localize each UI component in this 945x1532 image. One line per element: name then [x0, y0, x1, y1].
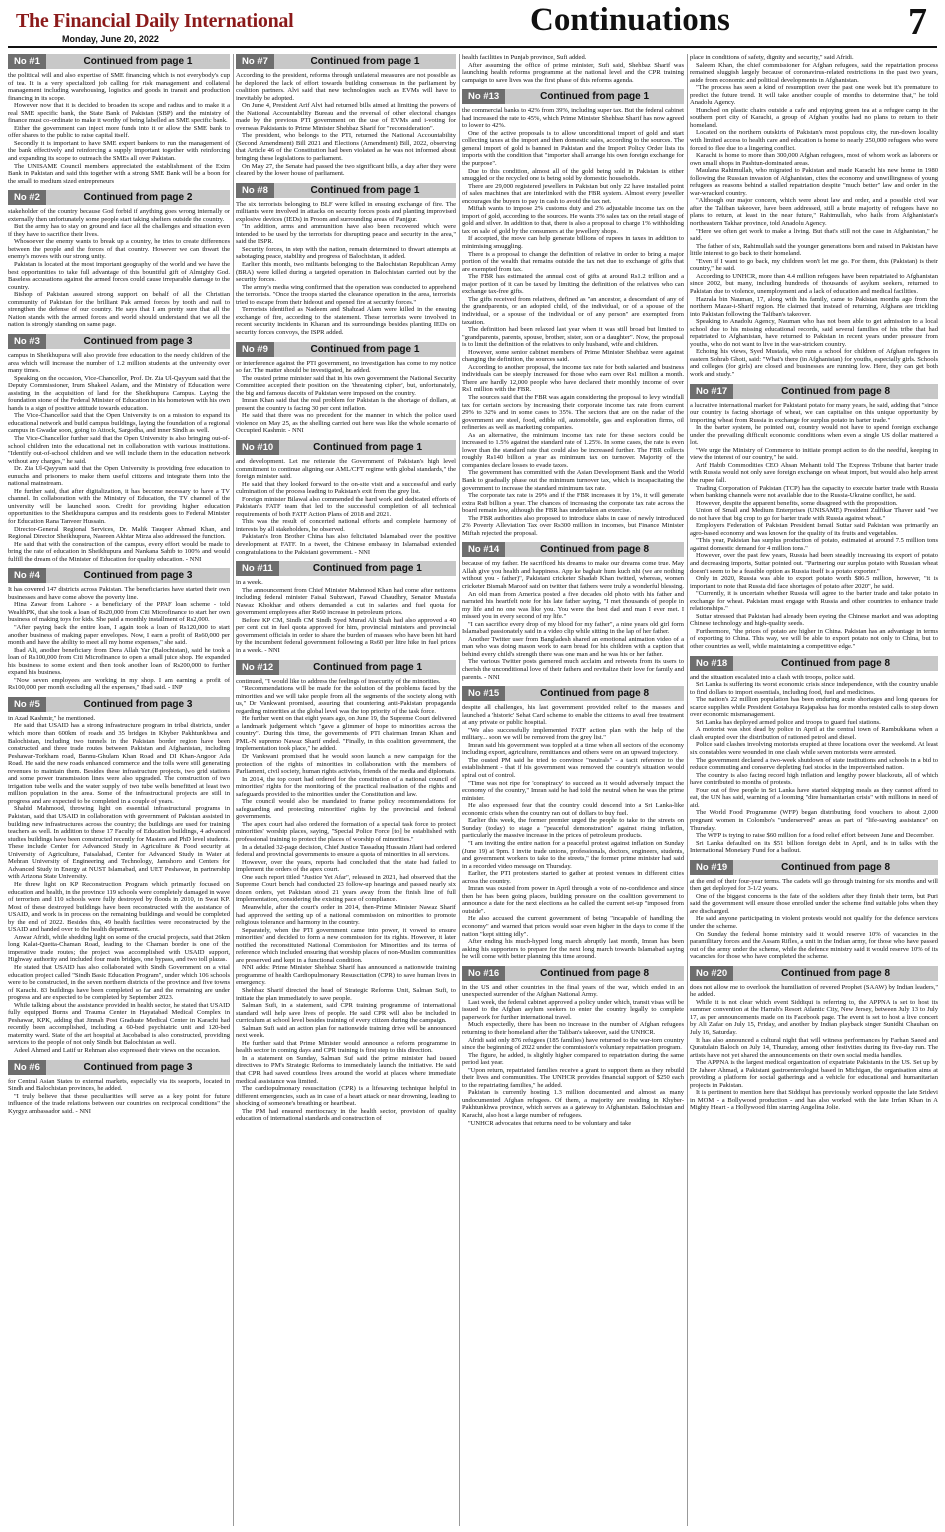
paragraph: The PM had ensured meritocracy in the health sector, provision of quality education of international standards and construction of [236, 1107, 456, 1123]
continued-from-label: Continued from page 1 [312, 563, 422, 575]
continuation-header [8, 190, 230, 205]
continued-from-label: Continued from page 1 [310, 343, 420, 355]
paragraph: Before KP CM, Sindh CM Sindh Syed Murad Ali Shah had also approved a 40 per cent cut in fuel quota approved for him, provincial ministers and provincial government officials in order to share the burden of masses who have been hit hard by the incumbent federal government following a Rs60 per litre hike in fuel prices in a week. - NNI [236, 616, 456, 654]
paragraph: Adeel Ahmed and Latif ur Rehman also expressed their views on the occasion. [14, 1046, 221, 1054]
paragraph: The council would also be mandated to frame policy recommendations for safeguarding and protecting minorities' rights by the provincial and federal governments. [236, 798, 456, 821]
continuation-header [8, 568, 230, 583]
paragraph: "Even if I want to go back, my children won't let me go. For them, this (Pakistan) is their country," he said. [690, 257, 938, 273]
continuation-tag: No #5 [8, 697, 46, 712]
paragraph: He said that they looked forward to the on-site visit and a successful and early culmination of the process leading to Pakistan's exit from the grey list. [236, 480, 456, 496]
continued-from-label: Continued from page 8 [540, 544, 650, 556]
paragraph: Hunched on plastic chairs outside a cafe and enjoying green tea at a refugee camp in the southern port city of Karachi, a group of Afghan youths had no plans to return to their homeland. [690, 106, 938, 129]
paragraph: It has also announced a cultural night that will witness performances by Farhan Saeed and Quratulain Baloch on July 14, Thursday, among other festivities during its five-day run. The artists have not yet shared the announcements on their own social media handles. [690, 1036, 938, 1059]
continuation-tag: No #3 [8, 334, 46, 349]
paragraph: Salman Sufi said an action plan for nationwide training drive will be announced next week. [236, 1024, 456, 1040]
article-body [236, 360, 456, 435]
paragraph: The announcement from Chief Minister Mahmood Khan had come after netizens including federal minister Faisal Subzwari, Fawad Chaudhry, Senator Mustafa Nawaz Khokhar and others demanded a cut in salaries and fuel quota for government employees after Rs60 increase in petroleum prices. [236, 586, 456, 617]
paragraph: "After paying back the entire loan, I again took a loan of Rs120,000 to start another business of making paper envelopes. Now, I earn a profit of Rs60,000 per month and have the ability to meet all my home expenses," she said. [8, 624, 230, 647]
paragraph: Earlier this month, two militants belonging to the Balochistan Republican Army (BRA) were killed during a targeted operation in Balochistan carried out by the security forces. [236, 261, 456, 284]
continuation-header [690, 860, 938, 875]
paragraph: campus in Sheikhupura will also provide free education to the needy children of the area which will increase the number of 1.2 million students at the university over many times. [8, 351, 230, 375]
paragraph: "This year, Pakistan has surplus production of potato, estimated at around 7.5 million tons against domestic demand for 4 million tons." [690, 537, 938, 552]
paragraph: Echoing his views, Syed Mustafa, who runs a school for children of Afghan refugees in eastern Sohrab Ghoti, said: "What's there (in Afghanistan) for youths, especially girls. Schools and colleges (for girls) are closed and businesses are running low. Here, they can get both work and study." [690, 348, 938, 378]
continuation-header [462, 89, 684, 104]
paragraph: because of my father. He sacrificed his dreams to make our dreams come true. May Allah give you health and happiness. App ke baghair hum kuch nhi (we are nothing without you - father)", Pakistani cricketer Shadab Khan twitted, whereas, women cricketer Bismah Maroof said on twitter that fathers were truly a wonderful blessing. [462, 560, 684, 590]
paragraph: Pakistan is located at the most important geography of the world and we have the best opportunities to take full advantage of this bountiful gift of Almighty God. Baseless accusations against the armed forces could cause irreparable damage to the country. [8, 261, 230, 291]
paragraph: The father of six, Rahimullah said the younger generations born and raised in Pakistan have little interest to go back to their homeland. [690, 242, 938, 258]
continuation-tag: No #8 [236, 183, 274, 198]
paragraph: The six terrorists belonging to BLF were killed in ensuing exchange of fire. The militants were involved in attacks on security forces posts and planting improvised explosive devices (IEDs) in Proom and surrounding areas of Panjgur. [236, 200, 456, 223]
paragraph: Due to this condition, almost all of the gold being sold in Pakistan is either smuggled or the recycled one is being sold by domestic households. [462, 167, 684, 183]
article-continuation [690, 966, 938, 1112]
paragraph: Ibad Ali, another beneficiary from Dera Allah Yar (Balochistan), said he took a loan of Rs100,000 from Citi Microfinance to open a small juice shop. He expanded his business to some extent and then took another loan of Rs200,000 to further expand his business. [8, 646, 230, 677]
article-continuation [236, 561, 456, 654]
paragraph: the commercial banks to 42% from 39%, including super tax. But the federal cabinet had increased the rate to 45%, which Prime Minister Shehbaz Sharif has now agreed to lower to 42%. [462, 107, 684, 130]
continued-from-label: Continued from page 1 [540, 91, 650, 103]
continuation-tag: No #4 [8, 568, 46, 583]
paragraph: While it is not clear which event Siddiqui is referring to, the APPNA is set to host its summer convention at the Harrah's Resort Atlantic City, New Jersey, between July 13 to July 17, as per announcements made on its Facebook page. The event is set to host a live concert by Ali Zafar on July 15, Friday, and another by Indian playback singer Sunidhi Chauhan on July 16, Saturday. [690, 998, 938, 1036]
paragraph: or interference against the PTI government, no investigation has come to my notice so far. The matter should be investigated, he added. [236, 359, 456, 375]
paragraph: Separately, when the PTI government came into power, it vowed to ensure minorities' and decided to form a new commission for its rights. However, it later notified the reconstituted National Commission for Minorities and its terms of reference which included ensuring that worship places of non-Muslim communities are preserved and kept in a functional condition. [236, 926, 456, 964]
paragraph: "Although our major concern, which were about law and order, and a possible civil war after the Taliban takeover, have been addressed, still a brute majority of refugees have no plans to return, at least in the near future," Rahimullah, who hails from Afghanistan's northeastern Takhar province, told Anadolu Agency. [690, 197, 938, 228]
paragraph: Located on the northern outskirts of Pakistan's most populous city, the run-down locality with limited access to health care and education is home to nearly 250,000 refugees who were forced to flee due to a lingering conflict. [690, 129, 938, 152]
paragraph: In 2014, the top court had ordered for the constitution of a national council of minorities' rights for the monitoring of the practical realisation of the rights and safeguards provided to the minorities under the Constitution and law. [236, 775, 456, 798]
paragraph: Anwar Afridi, while shedding light on some of the crucial projects, said that 26km long Kalat-Quetta-Chaman Road, leading to the Chaman border is one of the imperative trade routes; the project was accomplished with USAID support, Highway authority and included four main bridges, one bypass, and two toll plazas. [8, 933, 230, 964]
paragraph: Terrorists identified as Nadeem and Shahzad Alam were killed in the ensuing exchange of fire, according to the statement. These terrorists were involved in recent security incidents in Kharan and its surroundings besides planting IEDs on security forces convoys, the ISPR added. [236, 306, 456, 336]
paragraph: Hina Zawar from Lahore - a beneficiary of the PPAF loan scheme - told WealthPK, that she took a loan of Rs20,000 from Citi Microfinance to start her own business of making toys for kids. She paid a monthly installment of Rs2,000. [8, 601, 230, 624]
paragraph: place in conditions of safety, dignity and security," said Afridi. [690, 54, 854, 61]
paragraph: Suttar stressed that Pakistan had already been eyeing the Chinese market and was adopting Chinese technology and high-quality seeds. [690, 612, 938, 628]
paragraph: On June 4, President Arif Alvi had returned bills aimed at limiting the powers of the National Accountability Bureau and the reversal of other electoral changes made by the previous PTI government on the use of EVMs and i-voting for overseas Pakistanis to Prime Minister Shehbaz Sharif for "reconsideration". [236, 102, 456, 132]
continuation-header [462, 542, 684, 557]
continuation-tag: No #16 [462, 966, 505, 981]
article-continuation [8, 54, 230, 185]
paragraph: The cardiopulmonary resuscitation (CPR) is a lifesaving technique helpful in different emergencies, such as in case of a heart attack or near drowning, leading to shocking of someone's breathing or heartbeat. [236, 1085, 456, 1108]
paragraph: Sri Lanka defaulted on its $51 billion foreign debt in April, and is in talks with the International Monetary Fund for a bailout. [690, 839, 938, 855]
article-body [690, 878, 938, 961]
continuation-header [8, 1060, 230, 1075]
continuation-header [236, 183, 456, 198]
article-body [236, 579, 456, 654]
paragraph: "We also successfully implemented FATF action plan with the help of the military... soon we will be removed from the grey list." [462, 726, 684, 742]
paragraph: "Now seven employees are working in my shop. I am earning a profit of Rs100,000 per month excluding all the expenses," Ibad said. - INP [8, 676, 230, 692]
continuation-tag: No #1 [8, 54, 46, 69]
paragraph: There is a proposal to change the definition of relative in order to bring a major portion of the wealth that remains outside the tax net due to exchange of gifts that are exempted from tax. [462, 250, 684, 273]
paragraph: "Time was not ripe for 'conspiracy' to succeed as it would adversely impact the economy of the country," Imran said he had told the neutral when he was the prime minister. [462, 779, 684, 802]
continuation-tag: No #13 [462, 89, 505, 104]
continuation-header [8, 54, 230, 69]
continued-from-label: Continued from page 1 [310, 56, 420, 67]
continuation-tag: No #14 [462, 542, 505, 557]
paragraph: a lucrative international market for Pakistani potato for many years, he said, adding that "since our country is facing shortage of wheat, we can capitalise on this unique opportunity by importing wheat from Russia in exchange for surplus potato in barter trade." [690, 401, 938, 424]
paragraph: Four out of five people in Sri Lanka have started skipping meals as they cannot afford to eat, the UN has said, warning of a looming "dire humanitarian crisis" with millions in need of aid. [690, 786, 938, 809]
paragraph: Speaking to Anadolu Agency, Nauman who has not been able to get admission to a local school due to his missing educational records, said several families of his tribe that had repatriated to Afghanistan, have returned to Pakistan in recent years under pressure from youths, who do not want to live in the war-stricken country. [690, 318, 938, 348]
article-continuation [236, 342, 456, 435]
continuation-tag: No #17 [690, 384, 733, 399]
article-body [8, 72, 230, 185]
paragraph: According to the president, reforms through unilateral measures are not possible as he deplored the lack of effort towards building consensus in the parliament by coalition partners. Alvi said that new technologies such as EVMs will have to inevitably be adopted. [236, 72, 456, 102]
paragraph: Pakistan is currently hosting 1.3 million documented and almost as many undocumented Afghan refugees. Of them, a majority are residing in Khyber-Pakhtunkhwa province, which serves as a gateway to Afghanistan. Balochistan and Karachi, also host a large number of refugees. [462, 1089, 684, 1119]
paragraph: Only in 2020, Russia was able to export potato worth $86.5 million, however, "it is important to note that Russia did face shortages of potato after 2020", he said. [690, 575, 938, 590]
paragraph: Karachi is home to more than 300,000 Afghan refugees, most of whom work as laborers or own small shops in Pashtun-dominated areas. [690, 152, 938, 167]
continued-from-label: Continued from page 8 [540, 967, 650, 979]
continued-from-label: Continued from page 3 [83, 698, 193, 710]
paragraph: the political will and also expertise of SME financing which is not everybody's cup of tea. It is a very specialized job calling for risk management and collateral management including warehousing, logistics and goods in transit and production financing in its scope. [8, 72, 230, 102]
paragraph: Maulana Rahimullah, who migrated to Pakistan and made Karachi his new home in 1980 following the Russian invasion of Afghanistan, cites the economy and unwillingness of young refugees as reasons behind a stalled repatriation despite "much better" law and order in the war-wracked country. [690, 167, 938, 197]
continuation-tag: No #18 [690, 656, 733, 671]
continuation-header [690, 384, 938, 399]
paragraph: in Azad Kashmir," he mentioned. [8, 714, 96, 722]
paper-name: The Financial Daily International [16, 10, 294, 32]
paragraph: On Sunday the federal home ministry said it would reserve 10% of vacancies in the paramilitary forces and the Assam Rifles, a unit in the Indian army, for those who have passed out of the army under the scheme, while the defence ministry said it would reserve 10% of its vacancies for those who have completed the scheme. [690, 930, 938, 961]
paragraph: He said that USAID has a strong infrastructure program in tribal districts, under which more than 600km of roads and 35 bridges in Khyber Pakhtunkhwa and Balochistan, including two tunnels in the Pakistan border region have been constructed and three trade routes between Pakistan and Afghanistan, including Peshawar-Torkham road, Bannu-Ghulam Khan Road and DI Khan-Angoor Ada Road. He said the new roads enhanced commerce and the tolls were still generating revenues to maintain them. Besides these infrastructure projects, two grid stations and some power transmission lines were also upgraded. The construction of two irrigation tube wells and the water supply of two tube wells benefitted at least two million population in the area. Some of the infrastructural projects are still in progress and are expected to be completed in a couple of years. [8, 722, 230, 805]
continued-from-label: Continued from page 3 [83, 1061, 193, 1073]
paragraph: The figure, he added, is slightly higher compared to repatriation during the same period last year. [462, 1051, 684, 1067]
article-body [690, 984, 938, 1112]
paragraph: After ending his much-hyped long march abruptly last month, Imran has been asking his supporters to prepare for the next long march towards Islamabad saying he will come with better planning this time around. [462, 938, 684, 961]
article-continuation [690, 54, 938, 379]
paragraph: The sources said that the FBR was again considering the proposal to levy windfall tax for certain sectors by increasing their corporate income tax rate from current 29% to 32% and in some cases to 35%. The sectors that are on the radar of the government are steel, food, edible oil, automobile, gas and exploration firms, oil refineries as well as marketing companies. [462, 393, 684, 432]
article-body [8, 352, 230, 563]
paragraph: The government has committed with the Asian Development Bank and the World Bank to gradually phase out the minimum turnover tax, which is incapacitating the government to increase the standard minimum tax rate. [462, 469, 684, 492]
paragraph: for Central Asian States to external markets, especially via its seaports, located in Sindh and Balochistan provinces, he added. [8, 1077, 230, 1093]
paragraph: A motorist was shot dead by police in April at the central town of Rambukkana when a clash erupted over the distribution of rationed petrol and diesel. [690, 726, 938, 741]
paragraph: "We urge the Ministry of Commerce to initiate prompt action to do the needful, keeping in view the interest of our country," he said. [690, 446, 938, 462]
paragraph: The definition had been relaxed last year when it was still broad but limited to "grandparents, parents, spouse, brother, sister, son or a daughter". Now, the proposal is to limit the definition of the relatives to only husband, wife and children. [462, 326, 684, 349]
paragraph: However, over the past few years, Russia had been steadily increasing its export of potato and decreasing imports, Suttar pointed out. "Partnering our surplus potato with Russian wheat doesn't seem to be a feasible option as Russia itself is a potato exporter." [690, 552, 938, 575]
paragraph: He also expressed fear that the country could descend into a Sri Lanka-like economic crisis when the country ran out of dollars to buy fuel. [462, 802, 684, 817]
continuation-header [690, 656, 938, 671]
paragraph: According to UNHCR, more than 4.4 million refugees have been repatriated to Afghanistan since 2002, but many, including hundreds of thousands of asylum seekers, returned to Pakistan due to violence, unemployment and a lack of education and medical facilities. [690, 272, 938, 295]
continued-from-label: Continued from page 1 [83, 56, 193, 67]
continuation-header [462, 966, 684, 981]
continuation-tag: No #19 [690, 860, 733, 875]
article-continuation [8, 190, 230, 329]
paragraph: If accepted, the move can help generate billions of rupees in taxes in addition to minimising smuggling. [462, 235, 684, 251]
masthead [8, 1, 937, 46]
article-body [8, 586, 230, 692]
continuation-tag: No #15 [462, 686, 505, 701]
paragraph: The government declared a two-week shutdown of state institutions and schools in a bid to reduce commuting and conserve depleting fuel stocks in the impoverished nation. [690, 756, 938, 772]
paragraph: In a detailed 32-page decision, Chief Justice Tassaduq Hussain Jilani had ordered federal and provincial governments to ensure a quota of minorities in all services. [236, 843, 456, 859]
continuation-tag: No #2 [8, 190, 46, 205]
paragraph: at the end of their four-year terms. The cadets will go through training for six months and will then get deployed for 3-1/2 years. [690, 877, 938, 893]
paragraph: The FBR has estimated the annual cost of gifts at around Rs1.2 trillion and a major portion of it can be taxed by limiting the definition of the relatives who can exchange tax-free gifts. [462, 273, 684, 296]
article-body [690, 54, 938, 379]
continuation-header [236, 342, 456, 357]
paragraph: Salman Sufi, in a statement, said CPR training programme of international standard will help save lives of people. He said CPR will also be included in curriculum at school level besides training of every citizen during the campaign. [236, 1002, 456, 1025]
paragraph: "Recommendations will be made for the solution of the problems faced by the minorities and we will take people from all the segments of the society along with us," Dr Vankwani promised, assuring that countering anti-Pakistan propaganda regarding minorities at the global level was the top priority of the task force. [236, 685, 456, 715]
paragraph: He stated that USAID has also collaborated with Sindh Government on a vital education project called "Sindh Basic Education Program", under which 106 schools were to be constructed, in the seven northern districts of the province and five towns of Karachi. 83 buildings have been completed so far and the remaining are under progress and are expected to be completed by September 2023. [8, 963, 230, 1002]
paragraph: Dr. Zia Ul-Qayyum said that the Open University is providing free education to eunuchs and prisoners to make them useful citizens and integrate them into the national mainstream. [8, 465, 230, 488]
continued-from-label: Continued from page 2 [83, 192, 193, 204]
paragraph: The FBR authorities also proposed to introduce slabs in case of newly introduced 2% Poverty Alleviation Tax over Rs300 million in incomes, but Finance Minister Miftah rejected the proposal. [462, 514, 684, 537]
paragraph: He also accused the current government of being "incapable of handling the economy" and warned that prices would soar even higher in the days to come if the nation "kept sitting idly". [462, 915, 684, 938]
article-continuation [8, 1060, 230, 1116]
continued-from-label: Continued from page 8 [781, 967, 891, 979]
paragraph: However, some senior cabinet members of Prime Minister Shehbaz were against changing the definition, the sources said. [462, 348, 684, 364]
paragraph: in a week. [236, 579, 263, 587]
column-2 [236, 54, 456, 1526]
paragraph: Afridi said only 876 refugees (185 families) have returned to the war-torn country since the beginning of 2022 under the commission's voluntary repatriation program. [462, 1036, 684, 1052]
article-body [236, 678, 456, 1123]
paragraph: On May 27, the Senate had passed the two significant bills, a day after they were cleared by the lower house of parliament. [236, 162, 456, 178]
continued-from-label: Continued from page 8 [781, 861, 891, 873]
paragraph: and the situation escalated into a clash with troops, police said. [690, 673, 855, 681]
paragraph: However, despite the apparent benefits, some disagreed with the proposition. [696, 499, 898, 507]
paragraph: stakeholder of the country because God forbid if anything goes wrong internally or externally then unfortunately some people start taking shelters outside the country. [8, 208, 230, 223]
article-continuation [462, 966, 684, 1127]
paragraph: Imran Khan said that the real problem for Pakistan is the shortage of dollars, at present the country is facing 30 per cent inflation. [236, 397, 456, 412]
paragraph: While talking about the assistance provided in health sector, he stated that USAID fully equipped Burns and Trauma Center in Hayatabad Medical Complex in Peshawar, KPK, adding that Jinnah Post Graduate Medical Center in Karachi had recently been accomplished, including a 60-bed psychiatric unit and 120-bed maternity ward. State of the art hospital at Jacobabad is also constructed, providing services to the people of not only Sindh but Balochistan as well. [8, 1001, 230, 1047]
paragraph: However now that it is decided to broaden its scope and radius and to make it a real SME specific bank, the State Bank of Pakistan (SBP) and the ministry of finance must co-ordinate to make it worthy of being labelled an SME specific bank. [8, 102, 230, 125]
paragraph: He said that there was no precedent for the manner in which the police used violence on May 25, as the shelling carried out here was like the whole scenario of Occupied Kashmir. - NNI [236, 412, 456, 435]
continuation-header [690, 966, 938, 981]
continued-from-label: Continued from page 3 [83, 570, 193, 582]
paragraph: It is pertinent to mention here that Siddiqui has previously worked opposite the late Sridevi in MOM - a Bollywood production - and has also worked with the late Irrfan Khan in A Mighty Heart - a Hollywood film starring Angelina Jolie. [690, 1089, 938, 1112]
paragraph: "I can sacrifice every drop of my blood for my father", a nine years old girl form Islamabad passionately said in a video clip while sitting in the lap of her father. [462, 620, 684, 636]
continuation-tag: No #20 [690, 966, 733, 981]
paragraph: "I am inviting the entire nation for a peaceful protest against inflation on Sunday (June 19) at 9pm. I invite trade unions, professionals, doctors, engineers, students, and government workers to take to the streets," the former prime minister had said in a recorded video message on Thursday. [462, 839, 684, 870]
article-continuation [690, 384, 938, 651]
continued-from-label: Continued from page 1 [310, 184, 420, 196]
continuation-tag: No #12 [236, 660, 279, 675]
page-number: 7 [908, 1, 927, 43]
article-body [690, 402, 938, 651]
paragraph: After assuming the office of prime minister, Sufi said, Shehbaz Sharif was launching health reforms programme at the national level and the CPR training campaign to save lives was the first phase of this reforms agenda. [462, 61, 684, 84]
paragraph: The ousted prime minister said that in his own government the National Security Committee accepted their position on the 'threatening cipher', but, unfortunately, the big and famous dacoits of Pakistan were imposed on the country. [236, 374, 456, 397]
continuation-header [236, 561, 456, 576]
continuation-tag: No #6 [8, 1060, 46, 1075]
article-body [236, 458, 456, 556]
paragraph: Earlier this week, the former premier urged the people to take to the streets on Sunday (today) to stage a "peaceful demonstration" against rising inflation, particularly the massive increase in the prices of petroleum products. [462, 817, 684, 840]
article-body [8, 1078, 230, 1116]
column-divider [233, 54, 234, 1526]
paragraph: The army's media wing confirmed that the operation was conducted to apprehend the terrorists. "Once the troops started the clearance operation in the area, terrorists tried to escape from their hideout and opened fire at security forces." [236, 283, 456, 306]
paragraph: The president, who belongs to the PTI, returned the National Accountability (Second Amendment) Bill 2021 and Elections (Amendment) Bill, 2022, observing that Article 46 of the Constitution had been violated as he was not informed about bringing these legislations to parliament. [236, 132, 456, 163]
paragraph: He said anyone participating in violent protests would not qualify for the defence services under the scheme. [690, 915, 938, 930]
column-3 [462, 54, 684, 1526]
paragraph: In a statement on Sunday, Salman Suf said the prime minister had issued directives to PM's Strategic Reforms to immediately launch the initiative. He said that CPR had saved countless lives around the world at places where immediate medical assistance was limited. [236, 1054, 456, 1085]
article-body [8, 208, 230, 329]
paragraph: One of the biggest concerns is the fate of the soldiers after they finish their term, but Puri said the government will ensure those enrolled under the scheme find suitable jobs when they are discharged. [690, 892, 938, 915]
article-continuation [690, 656, 938, 855]
continuation-header [8, 697, 230, 712]
paragraph: Trading Corporation of Pakistan (TCP) has the capacity to execute barter trade with Russia when banking channels were not available due to the Russia-Ukraine conflict, he said. [690, 484, 938, 500]
article-continuation [236, 54, 456, 178]
paragraph: Police said clashes involving motorists erupted at three locations over the weekend. At least six constables were wounded in one clash while seven motorists were arrested. [690, 741, 938, 757]
continuation-tag: No #10 [236, 440, 279, 455]
continuation-header [236, 440, 456, 455]
article-continuation [236, 660, 456, 1123]
paragraph: Another Twitter user from Bangladesh shared an emotional animation video of a man who was doing mason work to earn bread for his children with a caption that behind every child's strength there was one man and he was his or her father. [462, 635, 684, 658]
paragraph: "Currently, it is uncertain whether Russia will agree to the barter trade and take potato in exchange for wheat. Pakistan must engage with Russia and other countries to enhance trade relationships." [690, 590, 938, 613]
paragraph: Furthermore, "the prices of potato are higher in China. Pakistan has an advantage in terms of exporting to China. This way, we will be able to export potato not only to China, but to other countries as well, while maintaining a competitive edge." [690, 627, 938, 651]
paragraph: Miftah wants to impose 2% customs duty and 2% adjustable income tax on the import of gold, according to the sources. He wants 3% sales tax on the retail stage of gold and silver. In addition to that, there is also a proposal to charge 1% withholding tax on sale of gold by the consumers at the jewellery shops. [462, 205, 684, 235]
paragraph: Security forces, in step with the nation, remain determined to thwart attempts at sabotaging peace, stability and progress of Balochistan, it added. [236, 245, 456, 261]
paragraph: Speaking on the occasion, Vice-Chancellor, Prof. Dr. Zia Ul-Qayyum said that the Deputy Commissioner, Irum Shakeel Aslam, and the Ministry of Education were assisting in the acquisition of land for the Sheikhupura Campus. Laying the foundation stone of the Federal Minister of Education in his hometown with his own hands is a sign of positive attitude towards education. [8, 374, 230, 412]
paragraph: He further went on that eight years ago, on June 19, the Supreme Court delivered a landmark judgement which "gave a glimmer of hope to minorities across the country". During this time, the governments of PTI chairman Imran Khan and PML-N supremo Nawaz Sharif ended. "Finally, in this coalition government, the implementation took place," he added. [236, 715, 456, 753]
article-body [690, 674, 938, 855]
paragraph: "UNHCR advocates that returns need to be voluntary and take [468, 1119, 632, 1127]
paragraph: The APPNA is the largest medical organization of expatriate Pakistanis in the US. Set up by Dr Jaheer Ahmad, a Pakistani gastroenterologist based in Michigan, the organisation aims at providing a platform for social gatherings and a vehicle for educational and humanitarian projects in Pakistan. [690, 1059, 938, 1089]
paragraph: One such report titled "Justice Yet Afar", released in 2021, had observed that the Supreme Court bench had conducted 23 follow-up hearings and passed nearly six dozen orders, yet Pakistan stood 21 years away from the finish line of full implementation, considering the existing pace of compliance. [236, 873, 456, 904]
continued-from-label: Continued from page 8 [540, 688, 650, 700]
paragraph: Saleem Khan, the chief commissioner for Afghan refugees, said the repatriation process remained sluggish largely because of coronavirus-related restrictions in the past two years, aside from economic and political developments in Afghanistan. [690, 61, 938, 84]
column-4 [690, 54, 938, 1526]
paragraph: The Vice-Chancellor further said that the Open University is also bringing out-of-school children into the educational net in collaboration with various institutions. "Identify out-of-school children and we will include them in the education network without any charges," he said. [8, 434, 230, 465]
continued-from-label: Continued from page 1 [313, 661, 423, 673]
paragraph: This was the result of concerted national efforts and complete harmony of interests by all stakeholders, he observed. [236, 518, 456, 533]
article-body [462, 54, 684, 84]
article-body [236, 201, 456, 337]
paragraph: The gifts received from relatives, defined as "an ancestor, a descendant of any of the grandparents, or an adopted child, of the individual, or of a spouse of the individual, or a spouse of the individual or of any person" are exempted from taxation. [462, 295, 684, 326]
article-body [8, 715, 230, 1055]
continuation-header [236, 54, 456, 69]
paragraph: Foreign minister Bilawal also commended the hard work and dedicated efforts of Pakistan's FATF team that led to the successful completion of all technical requirements of both FATF Action Plans of 2018 and 2021. [236, 495, 456, 518]
paragraph: does not allow me to overlook the humiliation of revered Prophet (SAAW) by Indian leaders," he added. [690, 983, 938, 999]
paragraph: in the US and other countries in the final years of the war, which ended in an unexpected surrender of the Afghan National Army. [462, 983, 684, 999]
paper-branding [16, 10, 293, 44]
paragraph: Secondly it is important to have SME expert bankers to run the management of the bank effectively and reinforcing a supply important together with reinforcing and expanding its scope to outreach the SMEs all over Pakistan. [8, 139, 230, 163]
article-body [462, 107, 684, 537]
paragraph: Earlier, the PTI protesters started to gather at protest venues in different cities across the country. [462, 870, 684, 885]
paragraph: Sri Lanka is suffering its worst economic crisis since independence, with the country unable to find dollars to import essentials, including food, fuel and medicines. [690, 681, 938, 696]
continued-from-label: Continued from page 8 [781, 385, 891, 397]
paragraph: and development. Let me reiterate the Government of Pakistan's high level commitment to continue aligning our AML/CFT regime with global standards," the foreign minister said. [236, 457, 456, 481]
paragraph: Either the government can inject more funds into it or allow the SME bank to offer shares to the public to raise capital itself. [8, 124, 230, 140]
paragraph: "Upon return, repatriated families receive a grant to support them as they rebuild their lives and communities. The UNHCR provides financial support of $250 each to the repatriating families," he added. [462, 1066, 684, 1089]
article-continuation [690, 860, 938, 961]
paragraph: "In addition, arms and ammunition have also been recovered which were intended to be used by the terrorists for disrupting peace and security in the area," said the ISPR. [236, 223, 456, 246]
paragraph: NNI adds: Prime Minister Shehbaz Sharif has announced a nationwide training programme of health Cardiopulmonary Resuscitation (CPR) to save human lives in emergency. [236, 964, 456, 987]
column-divider [459, 54, 460, 1526]
article-continuation [8, 568, 230, 692]
article-body [236, 72, 456, 178]
paragraph: The various Twitter posts garnered much acclaim and retweets from its users to cherish the unconditional love of their fathers and revitalize their love for family and parents. - NNI [462, 658, 684, 681]
paragraph: The UNISAME Council members appreciated the establishment of the Exim Bank in Pakistan and said this together with a strong SME Bank will be a boon for the small to medium sized entrepreneurs [8, 162, 230, 185]
paragraph: Imran was ousted from power in April through a vote of no-confidence and since then he has been going places, building pressure on the coalition government to announce a date for the next elections as he called the current set-up "imposed from outside". [462, 885, 684, 915]
paragraph: It has covered 147 districts across Pakistan. The beneficiaries have started their own businesses and have come above the poverty line. [8, 586, 230, 601]
continued-from-label: Continued from page 3 [83, 335, 193, 347]
article-continuation [462, 54, 684, 84]
paragraph: Sri Lanka has deployed armed police and troops to guard fuel stations. [696, 718, 881, 726]
paragraph: However, over the years, reports had concluded that the state had failed to implement the orders of the apex court. [236, 858, 456, 874]
masthead-rule [8, 46, 937, 48]
paragraph: "I truly believe that these peculiarities will serve as a key point for future influence of the trade relations between our countries on reciprocal conditions" the Kyrgyz ambassador said. - NNI [8, 1092, 230, 1115]
article-continuation [236, 183, 456, 337]
paragraph: Meanwhile, after the court's order in 2014, then-Prime Minister Nawaz Sharif had approved the setting up of a national commission on minorities to promote religious tolerance and harmony in the country. [236, 903, 456, 927]
article-body [462, 704, 684, 961]
paragraph: continued, "I would like to address the feelings of insecurity of the minorities. [236, 677, 441, 685]
paragraph: Shehbaz Sharif directed the head of Strategic Reforms Unit, Salman Sufi, to initiate the plan immediately to save people. [236, 986, 456, 1002]
paragraph: Bishop of Pakistan assured strong support on behalf of all the Christian community of Pakistan for the brilliant Pak armed forces by tooth and nail to strengthen the defense of our country. He says that I am pretty sure that all the Nation stands with the armed forces and world should understand that we all the nation is strongly standing on same page. [8, 291, 230, 329]
paragraph: Last week, the federal cabinet approved a policy under which, transit visas will be issued to the Afghan asylum seekers to enter the country legally to complete paperwork for further international travel. [462, 998, 684, 1021]
paragraph: The WFP is trying to raise $60 million for a food relief effort between June and December. [696, 832, 934, 840]
article-continuation [8, 334, 230, 563]
paragraph: But the army has to stay on ground and face all the challenges and situation even if they have to sacrifice their lives. [8, 223, 230, 238]
column-divider [687, 54, 688, 1526]
article-continuation [462, 686, 684, 961]
paragraph: As an alternative, the minimum income tax rate for these sectors could be increased to 1.5% against the standard rate of 1.25%. In some cases, the rate is even lower than the standard rate that could also be increased further. The FBR collects roughly Rs140 billion a year as minimum tax on turnover. Majority of the companies declare losses to evade taxes. [462, 431, 684, 469]
paragraph: The World Food Programme (WFP) began distributing food vouchers to about 2,000 pregnant women in Colombo's "underserved" areas as part of "life-saving assistance" on Thursday. [690, 809, 938, 832]
paragraph: The country is also facing record high inflation and lengthy power blackouts, all of which have contributed to months of protests. [690, 771, 938, 787]
paragraph: He threw light on KP Reconstruction Program which primarily focused on education and health, in the province 119 schools were completely damaged in wave of terrorism and 110 schools were fully destroyed by floods in 2010, in Swat KP. Most of these destroyed buildings have been reconstructed with the assistance of USAID, and work is in process on the remaining buildings and would be completed by the end of 2022. Besides this, 49 health facilities were reconstructed by the USAID and handed over to the health department. [8, 880, 230, 934]
paragraph: health facilities in Punjab province, Sufi added. [462, 54, 587, 61]
paragraph: There are 29,000 registered jewellers in Pakistan but only 22 have installed point of sales machines that are interlinked with the FBR system. Almost every jeweller encourages the buyers to pay in cash to avoid the tax net. [462, 182, 684, 205]
article-continuation [462, 542, 684, 681]
paragraph: The nation's 22 million population has been enduring acute shortages and long queues for scarce supplies while President Gotabaya Rajapaksa has for months resisted calls to step down over economic mismanagement. [690, 696, 938, 719]
paragraph: According to another proposal, the income tax rate for both salaried and business individuals can be steeply increased for those who earn over Rs1 million a month. There are hardly 12,000 people who have declared their monthly income of over Rs1 million with the FBR. [462, 363, 684, 394]
paragraph: Imran said his government was toppled at a time when all sectors of the economy including export, agriculture, remittances and others were on an upward trajectory. [462, 741, 684, 757]
paragraph: One of the active proposals is to allow unconditional import of gold and start collecting taxes at the import and then domestic sales, according to the sources. The general import of gold is banned in Pakistan and the Import Policy Order lists its imports with the condition that "importer shall arrange his own foreign exchange for the purpose". [462, 129, 684, 168]
paragraph: The apex court had also ordered the formation of a special task force to protect minorities' worship places, saying, "Special Police Force [to] be established with professional training to protect the places of worship of minorities." [236, 820, 456, 844]
continued-from-label: Continued from page 8 [781, 657, 891, 669]
paragraph: "Here we often get work to make a living. But that's still not the case in Afghanistan," he said. [690, 227, 938, 243]
section-title: Continuations [530, 2, 730, 38]
paragraph: The Vice-Chancellor said that the Open University is on a mission to expand its educational network and build campus buildings, laying the foundation of a regional campus in Gwadar soon, going to Attock, Sargodha, and inner Sindh as well. [8, 412, 230, 435]
paragraph: Whosoever the enemy wants to break up a country, he tries to create differences between the people and the forces of that country. However we can thwart the enemy's moves with our strong unity. [8, 238, 230, 261]
issue-date: Monday, June 20, 2022 [62, 34, 159, 44]
paragraph: The corporate tax rate is 29% and if the FBR increases it by 1%, it will generate extra Rs8 billion a year. The chances of increasing the corporate tax rate across the board remain low, although the FBR has undertaken an exercise. [462, 492, 684, 515]
continuation-header [236, 660, 456, 675]
continuation-header [8, 334, 230, 349]
paragraph: despite all challenges, his last government provided relief to the masses and launched a 'historic' Sehat Card scheme to enable the citizens to avail free treatment at any private or public hospital. [462, 704, 684, 727]
paragraph: He further said that Prime Minister would announce a reform programme in health sector in coming days and CPR training is first step to this direction. [236, 1039, 456, 1055]
article-continuation [8, 697, 230, 1055]
article-body [462, 560, 684, 681]
paragraph: In the barter system, he pointed out, country would not have to spend foreign exchange under the prevailing difficult economic conditions when even a single US dollar mattered a lot. [690, 424, 938, 447]
paragraph: Director-General Regional Services, Dr. Malik Tauqeer Ahmad Khan, and Regional Director Sheikhupura, Nasreen Akhtar Mirza also addressed the function. [8, 525, 230, 541]
paragraph: He further said, that after digitalization, it has become necessary to have a TV channel. In collaboration with the Ministry of Education, the TV channel of the university will be launched soon. Credit for providing higher education opportunities to the Sheikhupura campus and its residents goes to Federal Minister for Education Rana Tanveer Hussain. [8, 487, 230, 525]
article-body [462, 984, 684, 1127]
paragraph: Shahid Mahmood, throwing light on essential infrastructural programs in Pakistan, said that USAID in collaboration with government of Pakistan assisted in building new infrastructures across the country; the buildings are used for training teachers as well. In addition to these 17 Faculty of Education buildings, 4 advanced studies buildings have been constructed recently for Masters and PhD level students. These include Center for Advanced Study in Agriculture & Food security at University of Agriculture, Faisalabad, Center for Advanced Study in Water at Mehran University of Engineering and Technology, Jamshoro and Centers for Advanced Study in Energy at NUST Islamabad, and UET Peshawar, in partnership with Arizona State University. [8, 805, 230, 881]
article-continuation [236, 440, 456, 556]
paragraph: Employers Federation of Pakistan President Ismail Suttar said Pakistan was primarily an agro-based economy and was known for the quality of its fruits and vegetables. [690, 522, 938, 537]
paragraph: Much expectedly, there has been no increase in the number of Afghan refugees returning to their homeland after the Taliban's takeover, said the UNHCR. [462, 1021, 684, 1036]
paragraph: Arif Habib Commodities CEO Ahsan Mehanti told The Express Tribune that barter trade with Russia would not only save foreign exchange on wheat import, but would also help arrest the rupee fall. [690, 461, 938, 484]
paragraph: An old man from America posted a five decades old photo with his father and narrated his heartfelt note for his late father saying, "I met thousands of people in my life and no one was like you. You were the best dad and man I ever met. I missed you in every second of my life." [462, 590, 684, 621]
paragraph: Pakistan's Iron Brother China has also felicitated Islamabad over the positive development at FATF. In a tweet, the Chinese embassy in Islamabad extended congratulations to the Pakistani government. - NNI [236, 533, 456, 556]
continued-from-label: Continued from page 1 [313, 441, 423, 453]
paragraph: He said that with the construction of the campus, every effort would be made to bring the rate of education in Sheikhupura and Nankana Sahib to 100% and would fulfill the dream of the Minister of Education for quality education. - NNI [8, 540, 230, 563]
continuation-tag: No #7 [236, 54, 274, 69]
paragraph: The ousted PM said he tried to convince "neutrals" - a tacit reference to the establishment - that if his government was removed the country's situation would spiral out of control. [462, 756, 684, 780]
paragraph: Dr Vankwani promised that he would soon launch a new campaign for the protection of the rights of minorities in collaboration with the members of Parliament, civil society, human rights activists, friends of the media and diplomats. [236, 753, 456, 776]
paragraph: Hazrala bin Nauman, 17, along with his family, came to Pakistan months ago from the northern Mazar-i-Sharif region. He claimed that instead of returning, Afghans are trickling into Pakistan following the Taliban's takeover. [690, 295, 938, 318]
continuation-header [462, 686, 684, 701]
article-continuation [462, 89, 684, 537]
continuation-tag: No #9 [236, 342, 274, 357]
continuation-tag: No #11 [236, 561, 279, 576]
paragraph: "The process has seen a kind of resumption over the past one week but it's premature to predict the future trend. It will take another couple of months to determine that," he told Anadolu Agency. [690, 84, 938, 107]
column-1 [8, 54, 230, 1526]
paragraph: Union of Small and Medium Enterprises (UNISAME) President Zulfikar Thaver said "we do not have that big crop to go for barter trade with Russia against wheat." [690, 507, 938, 522]
